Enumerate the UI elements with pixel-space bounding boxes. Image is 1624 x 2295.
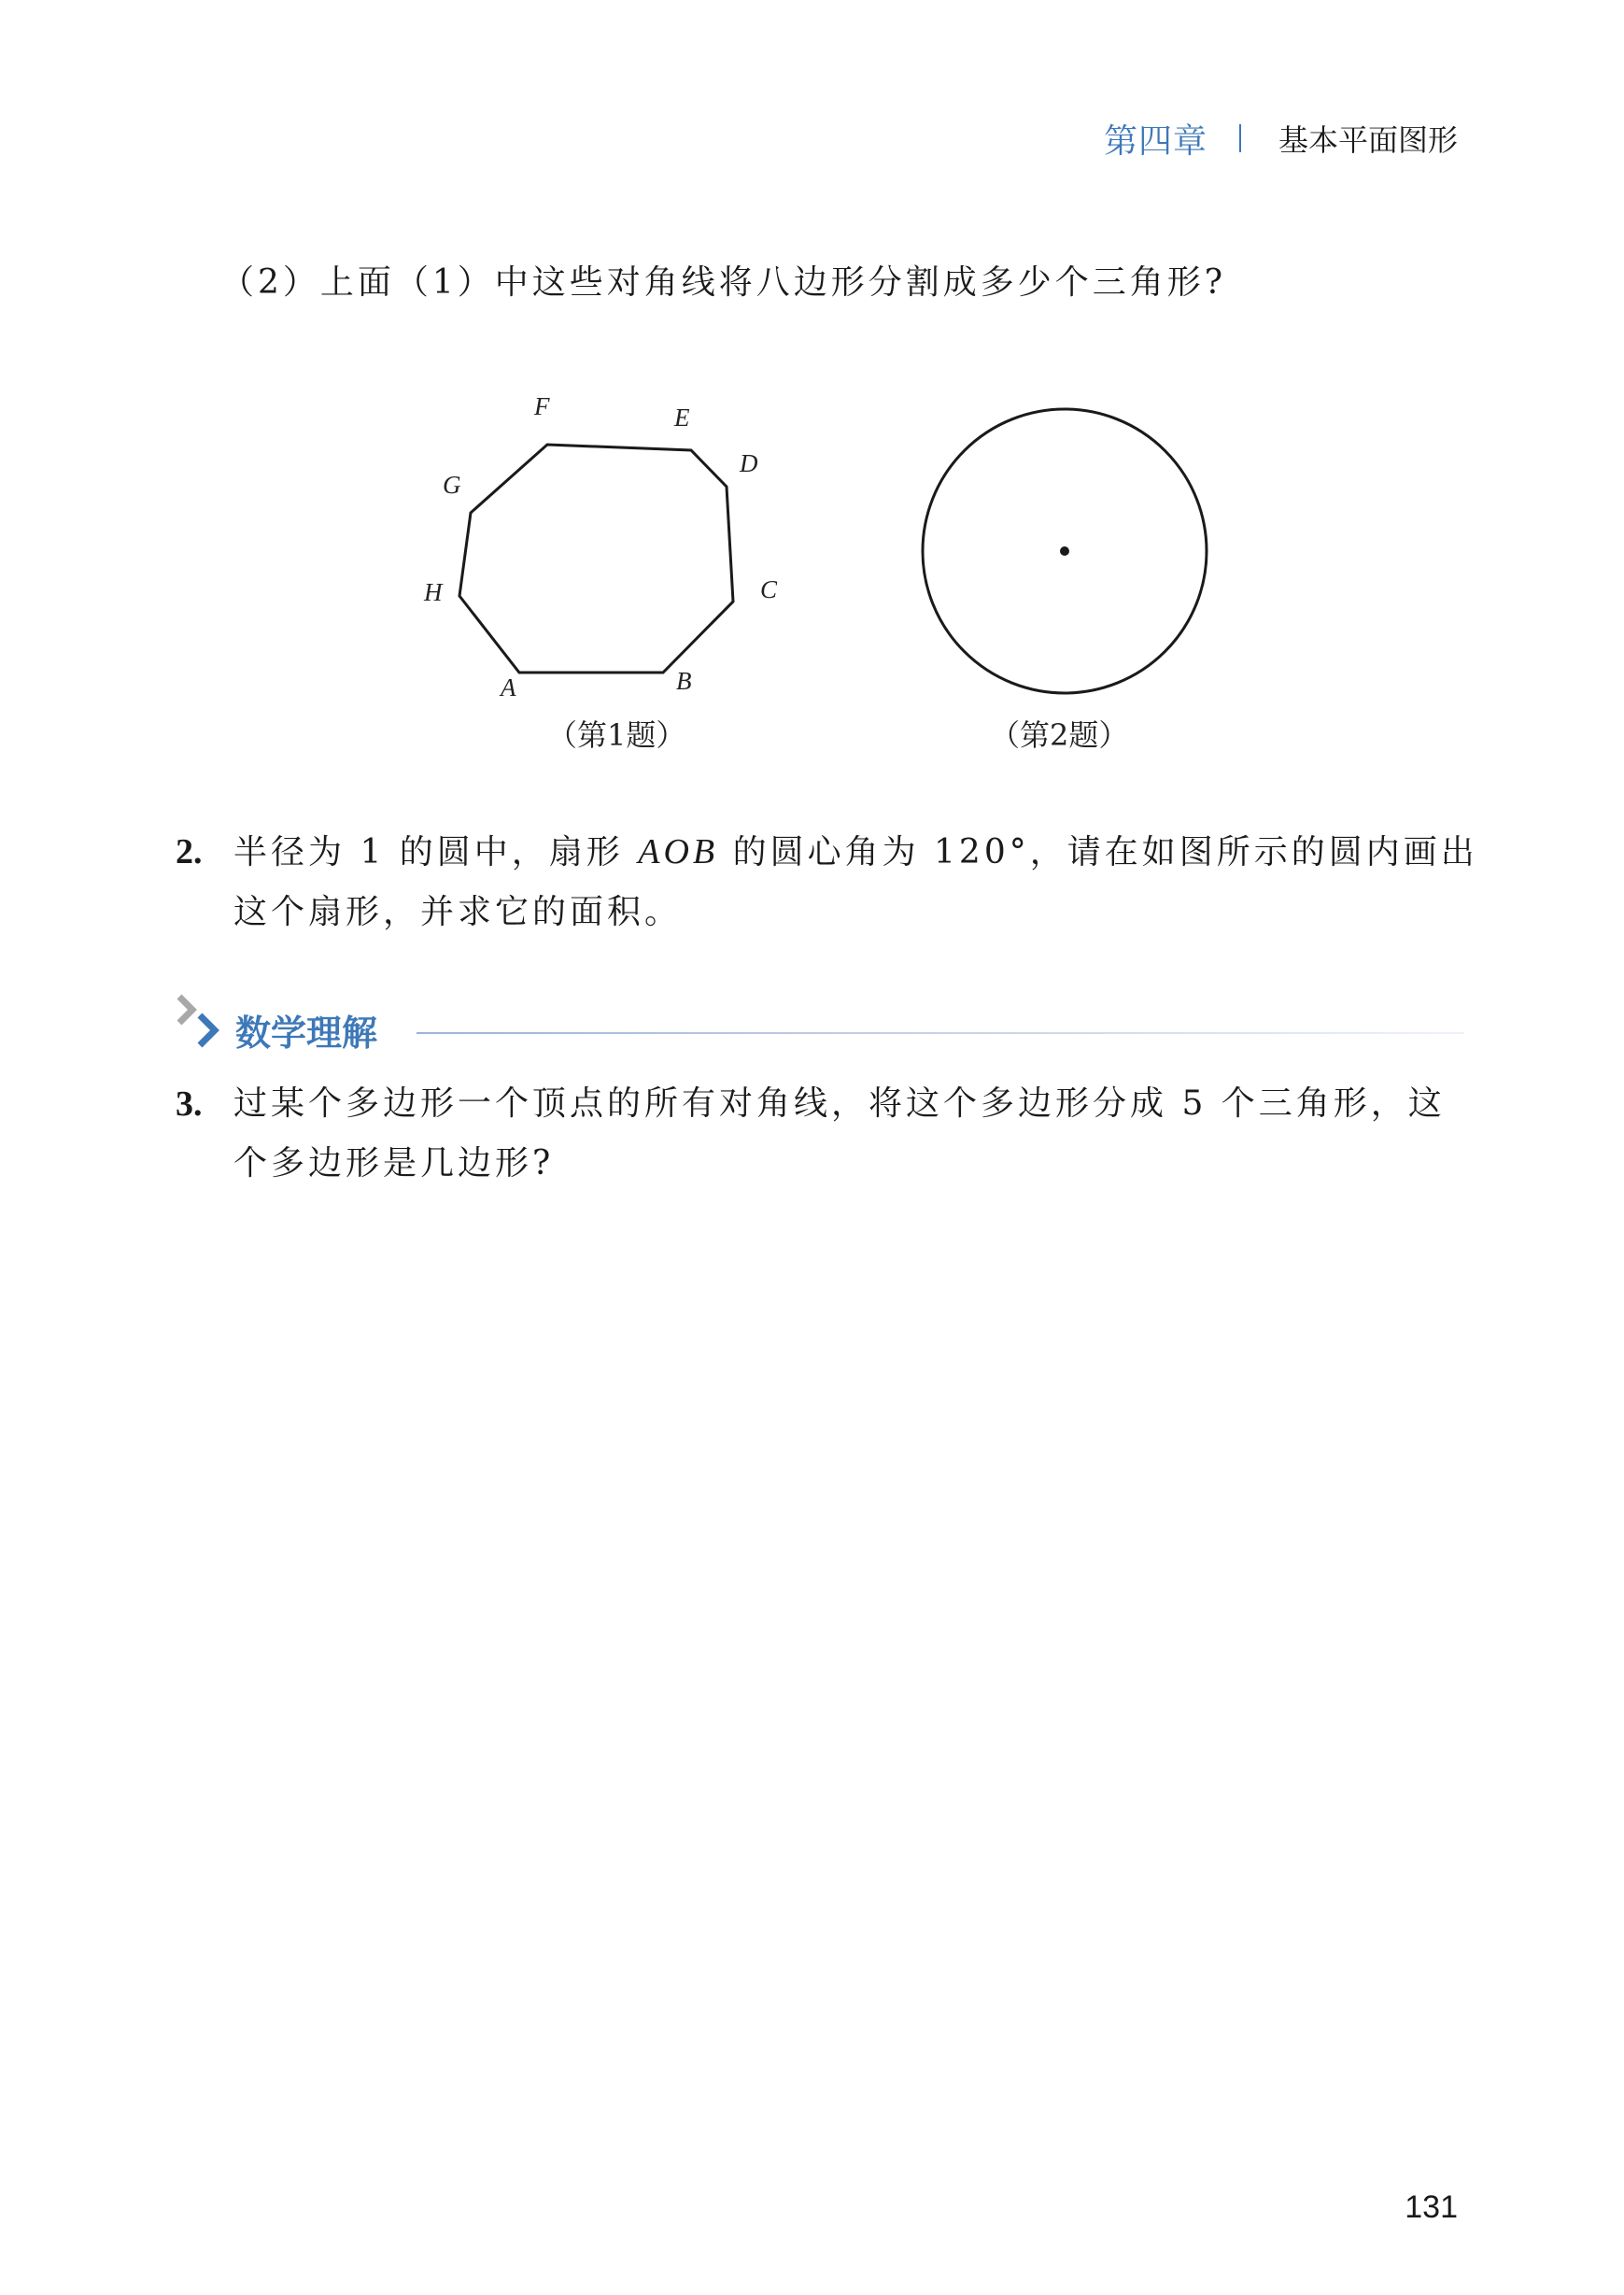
problem-3-number: 3. [176, 1084, 203, 1124]
vertex-label-h: H [424, 578, 443, 606]
problem-2-text-a: 半径为 1 的圆中，扇形 [233, 833, 639, 871]
problem-2-sector-name: AOB [638, 832, 719, 871]
vertex-label-e: E [674, 404, 690, 432]
section-heading-rule [417, 1032, 1464, 1034]
question-1-part-2: （2）上面（1）中这些对角线将八边形分割成多少个三角形? [220, 263, 1227, 302]
problem-2-line-1 [233, 822, 1478, 883]
problem-3-line-2: 个多边形是几边形? [233, 1144, 555, 1183]
vertex-label-f: F [534, 392, 550, 420]
vertex-label-c: C [760, 575, 778, 603]
caption-figure-1: （第1题） [547, 717, 686, 753]
chapter-title: 第四章 [1103, 121, 1207, 161]
vertex-label-g: G [443, 471, 461, 499]
page-number: 131 [1405, 2189, 1458, 2225]
page-header [1104, 110, 1458, 166]
vertex-label-b: B [676, 667, 692, 695]
section-heading-title: 数学理解 [235, 1013, 378, 1054]
vertex-label-d: D [740, 449, 758, 477]
figures [392, 374, 1233, 766]
circle-center-dot [1060, 546, 1069, 556]
figure-svg [392, 374, 1233, 766]
section-title: 基本平面图形 [1278, 122, 1458, 158]
header-divider [1239, 124, 1241, 152]
caption-figure-2: （第2题） [990, 717, 1129, 753]
vertex-label-a: A [501, 673, 516, 701]
problem-3-line-1: 过某个多边形一个顶点的所有对角线，将这个多边形分成 5 个三角形，这 [233, 1084, 1446, 1123]
chevron-icon [176, 991, 232, 1051]
problem-2 [176, 822, 1478, 942]
section-heading [176, 985, 1464, 1060]
problem-2-number: 2. [176, 832, 203, 871]
octagon-shape [459, 445, 733, 673]
problem-2-line-2: 这个扇形，并求它的面积。 [233, 893, 683, 931]
problem-3 [176, 1074, 1464, 1194]
problem-2-text-b: 的圆心角为 120°，请在如图所示的圆内画出 [718, 833, 1478, 871]
